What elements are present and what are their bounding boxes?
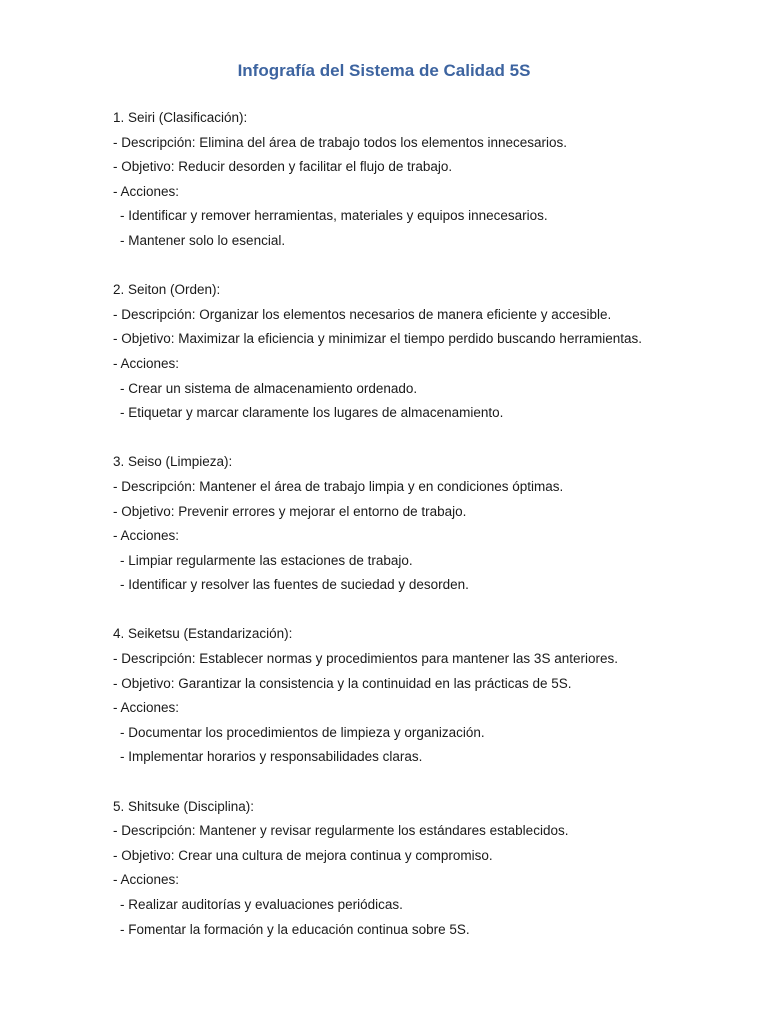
section-actions-label: - Acciones: [113, 700, 180, 716]
document-title: Infografía del Sistema de Calidad 5S [237, 61, 531, 80]
section-action-item: - Mantener solo lo esencial. [120, 232, 286, 248]
section-description: - Descripción: Organizar los elementos necesarios de manera eficiente y accesible. [113, 306, 612, 322]
section-action-item: - Crear un sistema de almacenamiento ordenado. [120, 380, 418, 396]
section-actions-label: - Acciones: [113, 183, 180, 199]
section-objective: - Objetivo: Reducir desorden y facilitar el flujo de trabajo. [113, 159, 453, 175]
section-shitsuke [113, 795, 753, 943]
section-seiri [113, 106, 753, 254]
section-objective: - Objetivo: Garantizar la consistencia y la continuidad en las prácticas de 5S. [113, 675, 572, 691]
section-actions-label: - Acciones: [113, 355, 180, 371]
section-heading: 5. Shitsuke (Disciplina): [113, 798, 255, 814]
section-description: - Descripción: Mantener y revisar regularmente los estándares establecidos. [113, 823, 569, 839]
section-seiketsu [113, 622, 753, 770]
section-action-item: - Limpiar regularmente las estaciones de trabajo. [120, 552, 413, 568]
document-body [113, 106, 753, 942]
section-seiton [113, 278, 753, 426]
section-action-item: - Documentar los procedimientos de limpieza y organización. [120, 724, 485, 740]
section-objective: - Objetivo: Prevenir errores y mejorar el entorno de trabajo. [113, 503, 467, 519]
section-heading: 1. Seiri (Clasificación): [113, 110, 248, 125]
section-action-item: - Identificar y resolver las fuentes de suciedad y desorden. [120, 577, 469, 593]
section-action-item: - Fomentar la formación y la educación continua sobre 5S. [120, 921, 470, 937]
section-objective: - Objetivo: Crear una cultura de mejora continua y compromiso. [113, 847, 493, 863]
section-action-item: - Etiquetar y marcar claramente los lugares de almacenamiento. [120, 405, 504, 421]
section-action-item: - Implementar horarios y responsabilidades claras. [120, 749, 423, 765]
section-action-item: - Identificar y remover herramientas, materiales y equipos innecesarios. [120, 208, 548, 224]
section-description: - Descripción: Establecer normas y procedimientos para mantener las 3S anteriores. [113, 651, 618, 667]
section-seiso [113, 450, 753, 598]
section-heading: 3. Seiso (Limpieza): [113, 454, 233, 470]
section-heading: 2. Seiton (Orden): [113, 282, 221, 298]
section-actions-label: - Acciones: [113, 528, 180, 544]
section-heading: 4. Seiketsu (Estandarización): [113, 626, 293, 642]
section-description: - Descripción: Elimina del área de trabajo todos los elementos innecesarios. [113, 134, 567, 150]
section-objective: - Objetivo: Maximizar la eficiencia y minimizar el tiempo perdido buscando herramientas. [113, 331, 642, 347]
section-actions-label: - Acciones: [113, 872, 180, 888]
section-description: - Descripción: Mantener el área de trabajo limpia y en condiciones óptimas. [113, 478, 564, 494]
section-action-item: - Realizar auditorías y evaluaciones periódicas. [120, 897, 403, 912]
